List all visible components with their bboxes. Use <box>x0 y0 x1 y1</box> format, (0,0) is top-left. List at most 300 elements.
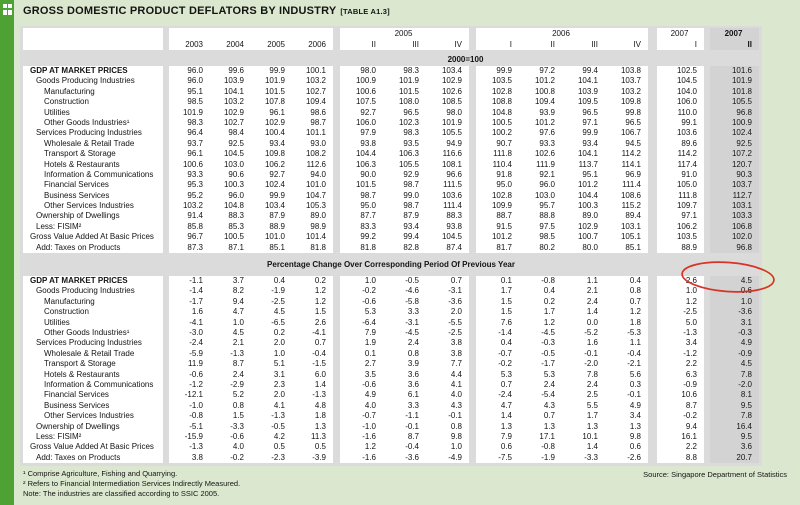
value-cell: 103.4 <box>426 66 469 76</box>
value-cell: 99.6 <box>210 66 251 76</box>
value-cell: -2.4 <box>476 390 519 400</box>
value-cell: 106.3 <box>383 149 426 159</box>
gutter <box>333 401 340 411</box>
value-cell: 109.9 <box>476 201 519 211</box>
value-cell: -1.3 <box>292 390 333 400</box>
value-cell: 1.6 <box>169 307 210 317</box>
gutter <box>469 170 476 180</box>
value-cell: -1.1 <box>383 411 426 421</box>
row-label: Other Goods Industries¹ <box>23 118 163 128</box>
value-cell: 1.8 <box>292 411 333 421</box>
value-cell: 96.0 <box>169 66 210 76</box>
table-row <box>23 180 759 190</box>
value-cell: 87.9 <box>383 211 426 221</box>
value-cell: 102.7 <box>292 87 333 97</box>
gutter <box>333 297 340 307</box>
value-cell: -5.5 <box>426 318 469 328</box>
value-cell: -0.6 <box>340 297 383 307</box>
gutter <box>648 128 657 138</box>
value-cell: 103.2 <box>292 76 333 86</box>
gutter <box>648 118 657 128</box>
gutter <box>469 97 476 107</box>
value-cell: 120.7 <box>710 160 759 170</box>
gutter <box>469 87 476 97</box>
value-cell: 100.9 <box>710 118 759 128</box>
value-cell: 2.3 <box>251 380 292 390</box>
table-row <box>23 380 759 390</box>
value-cell: 0.7 <box>426 276 469 286</box>
value-cell: 16.1 <box>657 432 704 442</box>
value-cell: 89.0 <box>562 211 605 221</box>
row-label: Construction <box>23 97 163 107</box>
value-cell: 0.8 <box>210 401 251 411</box>
value-cell: 93.9 <box>519 108 562 118</box>
value-cell: 0.1 <box>476 276 519 286</box>
gutter <box>469 432 476 442</box>
table-row <box>23 118 759 128</box>
value-cell: 101.0 <box>292 180 333 190</box>
value-cell: 91.8 <box>476 170 519 180</box>
value-cell: 108.0 <box>383 97 426 107</box>
value-cell: 97.2 <box>519 66 562 76</box>
value-cell: 1.4 <box>562 307 605 317</box>
value-cell: 99.8 <box>605 108 648 118</box>
value-cell: 5.2 <box>210 390 251 400</box>
value-cell: 0.4 <box>476 338 519 348</box>
value-cell: -2.0 <box>710 380 759 390</box>
value-cell: 109.8 <box>251 149 292 159</box>
gutter <box>648 97 657 107</box>
value-cell: 104.7 <box>292 191 333 201</box>
value-cell: -6.5 <box>251 318 292 328</box>
value-cell: 101.2 <box>519 76 562 86</box>
value-cell: 1.5 <box>476 307 519 317</box>
quarter-header: II <box>340 39 383 50</box>
gutter <box>333 139 340 149</box>
value-cell: 0.2 <box>292 276 333 286</box>
gutter <box>333 97 340 107</box>
value-cell: 0.5 <box>292 442 333 452</box>
gutter <box>333 191 340 201</box>
value-cell: -1.3 <box>210 349 251 359</box>
table-row <box>23 211 759 221</box>
value-cell: 105.1 <box>605 232 648 242</box>
value-cell: 90.6 <box>210 170 251 180</box>
value-cell: -4.9 <box>426 453 469 463</box>
value-cell: 103.1 <box>710 201 759 211</box>
value-cell: -1.1 <box>169 276 210 286</box>
table-row <box>23 160 759 170</box>
value-cell: 99.9 <box>476 66 519 76</box>
value-cell: 4.5 <box>210 328 251 338</box>
value-cell: -1.2 <box>169 380 210 390</box>
value-cell: 1.3 <box>292 422 333 432</box>
value-cell: 0.1 <box>340 349 383 359</box>
gutter <box>648 328 657 338</box>
page-title <box>23 5 390 17</box>
value-cell: 1.7 <box>476 286 519 296</box>
value-cell: 4.9 <box>710 338 759 348</box>
value-cell: 101.4 <box>292 232 333 242</box>
value-cell: 97.5 <box>519 222 562 232</box>
value-cell: 1.1 <box>605 338 648 348</box>
gutter <box>648 170 657 180</box>
row-label: Add: Taxes on Products <box>23 243 163 253</box>
value-cell: 17.1 <box>519 432 562 442</box>
value-cell: 108.1 <box>426 160 469 170</box>
gutter <box>469 286 476 296</box>
value-cell: 6.1 <box>383 390 426 400</box>
value-cell: 100.9 <box>340 76 383 86</box>
gutter <box>469 359 476 369</box>
value-cell: 105.5 <box>383 160 426 170</box>
value-cell: -4.1 <box>292 328 333 338</box>
value-cell: 9.8 <box>605 432 648 442</box>
row-label: Business Services <box>23 191 163 201</box>
value-cell: 117.4 <box>657 160 704 170</box>
value-cell: 1.5 <box>476 297 519 307</box>
value-cell: 1.5 <box>210 411 251 421</box>
value-cell: 101.5 <box>383 87 426 97</box>
gutter <box>469 349 476 359</box>
gutter <box>469 411 476 421</box>
table-row <box>23 328 759 338</box>
value-cell: -1.3 <box>657 328 704 338</box>
value-cell: 90.7 <box>476 139 519 149</box>
value-cell: 109.5 <box>562 97 605 107</box>
value-cell: -2.4 <box>169 338 210 348</box>
value-cell: 92.1 <box>519 170 562 180</box>
value-cell: 81.7 <box>476 243 519 253</box>
gutter <box>333 87 340 97</box>
value-cell: 10.1 <box>562 432 605 442</box>
value-cell: 101.9 <box>710 76 759 86</box>
value-cell: 16.4 <box>710 422 759 432</box>
value-cell: 85.3 <box>210 222 251 232</box>
section-banner-text: 2000=100 <box>447 55 484 64</box>
value-cell: -0.1 <box>383 422 426 432</box>
gutter <box>333 349 340 359</box>
value-cell: 102.9 <box>426 76 469 86</box>
value-cell: 1.2 <box>605 307 648 317</box>
value-cell: -2.5 <box>426 328 469 338</box>
table-row <box>23 108 759 118</box>
table-section <box>23 66 759 253</box>
gutter <box>648 349 657 359</box>
gutter <box>469 307 476 317</box>
value-cell: 4.5 <box>251 307 292 317</box>
table-row <box>23 390 759 400</box>
value-cell: 103.0 <box>519 191 562 201</box>
gutter <box>333 370 340 380</box>
value-cell: -0.2 <box>210 453 251 463</box>
value-cell: 8.2 <box>210 286 251 296</box>
value-cell: -0.1 <box>426 411 469 421</box>
gutter <box>469 390 476 400</box>
value-cell: 88.7 <box>476 211 519 221</box>
gutter <box>469 318 476 328</box>
value-cell: 1.8 <box>605 318 648 328</box>
value-cell: 2.0 <box>251 338 292 348</box>
value-cell: -0.4 <box>605 349 648 359</box>
value-cell: 4.5 <box>710 276 759 286</box>
value-cell: -5.4 <box>519 390 562 400</box>
value-cell: 104.5 <box>657 76 704 86</box>
value-cell: 108.6 <box>605 191 648 201</box>
table-row <box>23 370 759 380</box>
table-row <box>23 411 759 421</box>
value-cell: 2.2 <box>657 359 704 369</box>
value-cell: 102.8 <box>476 87 519 97</box>
value-cell: -0.2 <box>657 411 704 421</box>
value-cell: 97.1 <box>562 118 605 128</box>
sidebar-accent-bar <box>0 0 14 505</box>
gutter <box>469 128 476 138</box>
gutter <box>469 442 476 452</box>
value-cell: 93.4 <box>562 139 605 149</box>
value-cell: 1.0 <box>710 297 759 307</box>
value-cell: 90.0 <box>340 170 383 180</box>
value-cell: 107.8 <box>251 97 292 107</box>
table-row <box>23 422 759 432</box>
value-cell: -6.4 <box>340 318 383 328</box>
value-cell: -4.1 <box>169 318 210 328</box>
value-cell: 112.7 <box>710 191 759 201</box>
footnote-2: ² Refers to Financial Intermediation Services Indirectly Measured. <box>23 479 241 488</box>
table-row <box>23 432 759 442</box>
value-cell: 88.8 <box>519 211 562 221</box>
value-cell: 3.8 <box>426 338 469 348</box>
value-cell: 99.9 <box>251 66 292 76</box>
value-cell: 87.7 <box>340 211 383 221</box>
value-cell: 1.0 <box>251 349 292 359</box>
value-cell: 7.9 <box>476 432 519 442</box>
value-cell: -0.6 <box>210 432 251 442</box>
value-cell: 109.7 <box>657 201 704 211</box>
value-cell: 101.0 <box>251 232 292 242</box>
gutter <box>333 380 340 390</box>
value-cell: 100.2 <box>476 128 519 138</box>
gutter <box>333 28 340 39</box>
value-cell: 1.3 <box>476 422 519 432</box>
value-cell: 103.8 <box>605 66 648 76</box>
header-period-row <box>23 39 759 50</box>
value-cell: -2.3 <box>251 453 292 463</box>
footnote-note: Note: The industries are classified according to SSIC 2005. <box>23 489 220 498</box>
value-cell: 8.7 <box>657 401 704 411</box>
value-cell: 0.6 <box>605 442 648 452</box>
value-cell: 95.2 <box>169 191 210 201</box>
value-cell: 111.4 <box>426 201 469 211</box>
value-cell: 5.5 <box>562 401 605 411</box>
value-cell: 3.7 <box>210 276 251 286</box>
value-cell: 104.4 <box>562 191 605 201</box>
value-cell: 2.2 <box>657 442 704 452</box>
value-cell: 89.4 <box>605 211 648 221</box>
value-cell: 96.0 <box>210 191 251 201</box>
row-label: Wholesale & Retail Trade <box>23 349 163 359</box>
gutter <box>469 422 476 432</box>
gutter <box>469 232 476 242</box>
table-row <box>23 201 759 211</box>
value-cell: -1.0 <box>340 422 383 432</box>
gutter <box>333 211 340 221</box>
value-cell: 99.4 <box>383 232 426 242</box>
gutter <box>333 307 340 317</box>
value-cell: 1.6 <box>562 338 605 348</box>
value-cell: 102.4 <box>251 180 292 190</box>
value-cell: 1.3 <box>519 422 562 432</box>
value-cell: 3.3 <box>383 401 426 411</box>
gutter <box>648 370 657 380</box>
value-cell: 102.0 <box>710 232 759 242</box>
row-label: Transport & Storage <box>23 359 163 369</box>
value-cell: 6.0 <box>292 370 333 380</box>
table-row <box>23 128 759 138</box>
table-row <box>23 401 759 411</box>
value-cell: 98.5 <box>169 97 210 107</box>
value-cell: 103.6 <box>657 128 704 138</box>
value-cell: -0.4 <box>292 349 333 359</box>
value-cell: 104.5 <box>426 232 469 242</box>
value-cell: 0.8 <box>383 349 426 359</box>
gutter <box>469 222 476 232</box>
value-cell: 96.1 <box>251 108 292 118</box>
value-cell: 85.1 <box>605 243 648 253</box>
value-cell: 103.9 <box>210 76 251 86</box>
value-cell: 8.7 <box>383 432 426 442</box>
value-cell: 104.1 <box>562 76 605 86</box>
value-cell: 101.2 <box>476 232 519 242</box>
value-cell: -0.3 <box>519 338 562 348</box>
value-cell: 2.1 <box>210 338 251 348</box>
value-cell: 87.4 <box>426 243 469 253</box>
row-label: Other Services Industries <box>23 411 163 421</box>
gutter <box>648 201 657 211</box>
row-label: Transport & Storage <box>23 149 163 159</box>
value-cell: 108.5 <box>426 97 469 107</box>
value-cell: 4.4 <box>426 370 469 380</box>
value-cell: -0.4 <box>383 442 426 452</box>
section-banner-text: Percentage Change Over Corresponding Period Of Previous Year <box>267 260 515 270</box>
value-cell: 111.5 <box>426 180 469 190</box>
value-cell: 3.6 <box>383 380 426 390</box>
table-row <box>23 76 759 86</box>
value-cell: 88.9 <box>657 243 704 253</box>
value-cell: 96.8 <box>710 108 759 118</box>
table-row <box>23 243 759 253</box>
gutter <box>333 286 340 296</box>
value-cell: -5.3 <box>605 328 648 338</box>
value-cell: 107.2 <box>710 149 759 159</box>
value-cell: 111.8 <box>657 191 704 201</box>
year-header: 2005 <box>251 39 292 50</box>
value-cell: -12.1 <box>169 390 210 400</box>
gutter <box>333 160 340 170</box>
value-cell: 99.0 <box>383 191 426 201</box>
value-cell: 111.4 <box>605 180 648 190</box>
value-cell: 1.0 <box>210 318 251 328</box>
value-cell: 103.2 <box>605 87 648 97</box>
row-label: Hotels & Restaurants <box>23 370 163 380</box>
gutter <box>469 139 476 149</box>
row-label: Information & Communications <box>23 170 163 180</box>
gutter <box>648 180 657 190</box>
value-cell: 91.4 <box>169 211 210 221</box>
gutter <box>333 76 340 86</box>
gutter <box>648 139 657 149</box>
table-row <box>23 191 759 201</box>
value-cell: 9.4 <box>210 297 251 307</box>
value-cell: 9.5 <box>710 401 759 411</box>
value-cell: 115.2 <box>605 201 648 211</box>
value-cell: 4.7 <box>210 307 251 317</box>
value-cell: 4.5 <box>710 359 759 369</box>
value-cell: 100.1 <box>292 66 333 76</box>
value-cell: -5.8 <box>383 297 426 307</box>
gutter <box>469 76 476 86</box>
value-cell: 110.4 <box>476 160 519 170</box>
value-cell: -4.5 <box>383 328 426 338</box>
row-label: Other Services Industries <box>23 201 163 211</box>
value-cell: 99.2 <box>340 232 383 242</box>
value-cell: 7.8 <box>562 370 605 380</box>
value-cell: 98.3 <box>383 66 426 76</box>
value-cell: 82.8 <box>383 243 426 253</box>
value-cell: -1.2 <box>657 349 704 359</box>
value-cell: 101.6 <box>710 66 759 76</box>
section-banner <box>23 253 759 276</box>
value-cell: 94.0 <box>292 170 333 180</box>
value-cell: 1.7 <box>562 411 605 421</box>
value-cell: 9.8 <box>426 432 469 442</box>
value-cell: 1.2 <box>340 442 383 452</box>
value-cell: 4.8 <box>292 401 333 411</box>
value-cell: 0.3 <box>605 380 648 390</box>
value-cell: 103.4 <box>251 201 292 211</box>
value-cell: 100.6 <box>169 160 210 170</box>
value-cell: 0.2 <box>251 328 292 338</box>
page-title-text: GROSS DOMESTIC PRODUCT DEFLATORS BY INDUSTRY <box>23 5 337 17</box>
year-group-header: 2006 <box>476 28 648 39</box>
value-cell: 1.0 <box>426 442 469 452</box>
value-cell: 96.4 <box>169 128 210 138</box>
value-cell: 92.7 <box>340 108 383 118</box>
row-label: Add: Taxes on Products <box>23 453 163 463</box>
table-row <box>23 338 759 348</box>
gutter <box>469 191 476 201</box>
value-cell: 96.8 <box>710 243 759 253</box>
value-cell: 96.5 <box>605 118 648 128</box>
value-cell: 104.8 <box>476 108 519 118</box>
value-cell: 107.5 <box>340 97 383 107</box>
table-reference-label: [TABLE A1.3] <box>340 7 390 16</box>
gutter <box>648 380 657 390</box>
value-cell: 103.9 <box>562 87 605 97</box>
gutter <box>469 276 476 286</box>
value-cell: 81.8 <box>340 243 383 253</box>
value-cell: 114.2 <box>657 149 704 159</box>
value-cell: 2.1 <box>562 286 605 296</box>
value-cell: 99.1 <box>657 118 704 128</box>
gutter <box>648 28 657 39</box>
value-cell: -0.1 <box>562 349 605 359</box>
value-cell: 3.9 <box>383 359 426 369</box>
value-cell: 102.9 <box>251 118 292 128</box>
row-label: Services Producing Industries <box>23 128 163 138</box>
value-cell: 104.1 <box>562 149 605 159</box>
value-cell: 1.2 <box>657 297 704 307</box>
